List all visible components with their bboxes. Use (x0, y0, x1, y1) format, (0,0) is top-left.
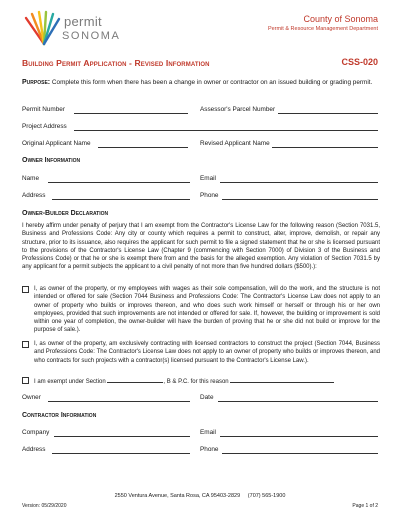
option-3-checkbox[interactable] (22, 377, 29, 384)
contractor-address-label: Address (22, 446, 46, 453)
owner-address-label: Address (22, 192, 46, 199)
department-name: Permit & Resource Management Department (267, 26, 378, 32)
permit-number-field[interactable] (74, 113, 188, 114)
owner-phone-label: Phone (200, 192, 219, 199)
exempt-reason-field[interactable] (230, 376, 334, 383)
purpose-label: Purpose: (22, 79, 51, 86)
project-address-label: Project Address (22, 123, 67, 130)
project-address-field[interactable] (74, 130, 378, 131)
option-1-checkbox[interactable] (22, 286, 29, 293)
revised-applicant-field[interactable] (272, 147, 378, 148)
owner-builder-heading: Owner-Builder Declaration (22, 210, 109, 217)
owner-email-label: Email (200, 175, 216, 182)
contractor-phone-field[interactable] (222, 453, 378, 454)
option-2-checkbox[interactable] (22, 341, 29, 348)
contractor-address-field[interactable] (52, 453, 190, 454)
owner-builder-option-1 (22, 285, 380, 335)
footer-address: 2550 Ventura Avenue, Santa Rosa, CA 95403-2829 (707) 565-1900 (114, 493, 286, 499)
exempt-section-field[interactable] (107, 376, 163, 383)
page-title: Building Permit Application - Revised Information (22, 58, 210, 68)
logo-text-sonoma: SONOMA (62, 30, 121, 42)
original-applicant-label: Original Applicant Name (22, 140, 91, 147)
contractor-email-label: Email (200, 429, 216, 436)
contractor-email-field[interactable] (220, 436, 378, 437)
owner-builder-intro: I hereby affirm under penalty of perjury that I am exempt from the Contractor's License Law for the following reason (Section 7031.5, Business and Professions Code: Any city or county which requires a permit to construct, alter, improve, demolish, or repair any structure, prior to its issuance, also requires the applicant for such permit to file a signed statement that he or she is licensed pursuant to the provisions of the Contractor's License Law (Chapter 9 (commencing with Section 7000) of Division 3 of the Business and Professions Code) or that he or she is exempt there from and the basis for the alleged exemption. Any violation of Section 7031.5 by any applicant for a permit subjects the applicant to a civil penalty of not more than five hundred dollars ($500).): (22, 223, 380, 271)
logo-text-permit: permit (64, 14, 102, 29)
owner-information-heading: Owner Information (22, 157, 81, 164)
purpose-statement (22, 78, 382, 87)
owner-name-field[interactable] (48, 182, 190, 183)
original-applicant-field[interactable] (98, 147, 188, 148)
owner-signature-label: Owner (22, 394, 41, 401)
purpose-text: Complete this form when there has been a change in owner or contractor on an issued building or grading permit. (51, 79, 373, 86)
contractor-information-heading: Contractor Information (22, 412, 97, 419)
contractor-phone-label: Phone (200, 446, 219, 453)
owner-date-label: Date (200, 394, 214, 401)
option-3-text-a: I am exempt under Section (34, 379, 106, 385)
option-2-text: I, as owner of the property, am exclusively contracting with licensed contractors to construct the project (Section 7044, Business and Professions Code: The Contractor's License Law does not apply to an owner of property who builds or improves thereon, and who contracts for such projects with a contractor(s) licensed pursuant to the Contractor's License Law.). (34, 341, 380, 364)
owner-builder-option-2 (22, 340, 380, 365)
assessor-parcel-label: Assessor's Parcel Number (200, 106, 276, 113)
county-name: County of Sonoma (303, 14, 378, 24)
owner-signature-field[interactable] (48, 401, 190, 402)
owner-address-field[interactable] (52, 199, 190, 200)
owner-name-label: Name (22, 175, 40, 182)
footer-page-number: Page 1 of 2 (352, 503, 378, 509)
owner-email-field[interactable] (220, 182, 378, 183)
footer-version: Version: 05/29/2020 (22, 503, 67, 509)
contractor-company-field[interactable] (54, 436, 190, 437)
owner-phone-field[interactable] (222, 199, 378, 200)
option-1-text: I, as owner of the property, or my employees with wages as their sole compensation, will do the work, and the structure is not intended or offered for sale (Section 7044 Business and Professions Code: The Contractor's License Law does not apply to an owner of property who builds or improves thereon, and who does such work himself or herself or through his or her own employees, provided that such improvements are not intended or offered for sale. If, however, the building or improvement is sold within one year of completion, the owner-builder will have the burden of proving that he or she did not build or improve for the purpose of sale.). (34, 286, 380, 334)
owner-date-field[interactable] (218, 401, 378, 402)
form-code: CSS-020 (341, 57, 378, 67)
owner-builder-option-3 (22, 376, 380, 386)
revised-applicant-label: Revised Applicant Name (200, 140, 270, 147)
option-3-text-b: , B & P.C. for this reason (163, 379, 229, 385)
permit-number-label: Permit Number (22, 106, 65, 113)
contractor-company-label: Company (22, 429, 50, 436)
assessor-parcel-field[interactable] (278, 113, 378, 114)
permit-sonoma-logo-icon (22, 10, 62, 46)
